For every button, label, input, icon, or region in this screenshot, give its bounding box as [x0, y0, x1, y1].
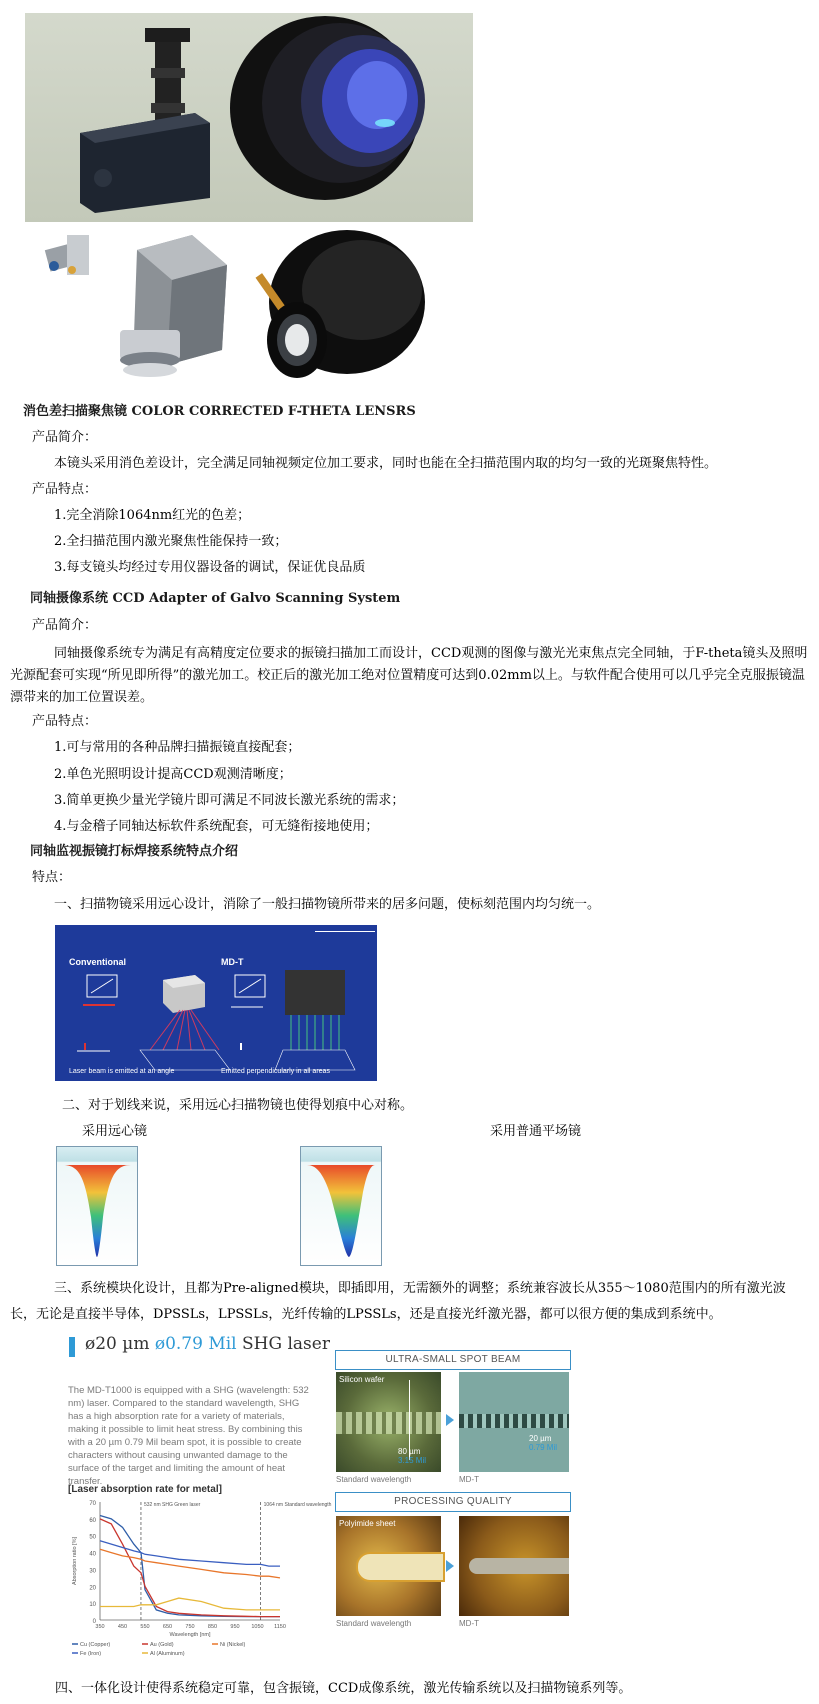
section2-intro-text: 同轴摄像系统专为满足有高精度定位要求的振镜扫描加工而设计，CCD观测的图像与激光光束焦点完全同轴，于F-theta镜头及照明光源配套可实现“所见即所得”的激光加工。校正后的激光加工绝对位置精度可达到0.02mm以上。与软件配合使用可以几乎完全克服振镜温漂带来的加工位置误差。 [10, 646, 808, 705]
section2-feature-1: 1.可与常用的各种品牌扫描振镜直接配套； [54, 740, 301, 755]
x-tick-label: 950 [230, 1624, 240, 1630]
mdt-scribe-line [459, 1414, 569, 1428]
legend-label: Au (Gold) [150, 1642, 174, 1648]
compare-arrow-1 [446, 1414, 454, 1426]
section3-features-label: 特点： [32, 870, 72, 885]
y-tick-label: 70 [89, 1501, 96, 1507]
wavelength-annotation: 532 nm SHG Green laser [143, 1502, 201, 1508]
std-burn-mark [356, 1552, 445, 1582]
legend-label: Fe (Iron) [80, 1651, 102, 1657]
section2-feature-4: 4.与金稽子同轴达标软件系统配套，可无缝衔接地使用； [54, 819, 379, 834]
diagram-conventional-label: Conventional [69, 957, 127, 967]
legend-label: Cu (Copper) [80, 1642, 111, 1648]
polyimide-std-micrograph [336, 1516, 441, 1616]
section2-heading: 同轴摄像系统 CCD Adapter of Galvo Scanning System [30, 591, 401, 606]
series-line [100, 1598, 280, 1610]
section3-point-1: 一、扫描物镜采用远心设计，消除了一般扫描物镜所带来的居多问题，使标刻范围内均匀统一。 [54, 897, 601, 912]
shg-title [85, 1334, 330, 1354]
y-tick-label: 40 [89, 1551, 96, 1558]
section3-point-4: 四、一体化设计使得系统稳定可靠，包含振镜，CCD成像系统，激光传输系统以及扫描物镜系列等。 [55, 1681, 632, 1696]
x-tick-label: 1150 [274, 1624, 286, 1630]
diagram-drawing [55, 925, 377, 1081]
mdt-clean-mark [469, 1558, 569, 1574]
shg-laser-panel [55, 1326, 595, 1662]
silicon-label: Silicon wafer [339, 1375, 385, 1384]
x-tick-label: 650 [162, 1624, 173, 1630]
std-scribe-line [336, 1412, 441, 1434]
x-tick-label: 450 [117, 1624, 128, 1630]
scan-head-illustration [42, 230, 462, 395]
section3-heading: 同轴监视振镜打标焊接系统特点介绍 [30, 844, 239, 859]
lens-camera-photo [25, 13, 473, 222]
scan-head-photo [42, 230, 462, 395]
std-spot-um: 80 µm [398, 1447, 421, 1456]
section1-heading: 消色差扫描聚焦镜 COLOR CORRECTED F-THETA LENSRS [23, 404, 416, 419]
silicon-std-micrograph [336, 1372, 441, 1472]
mdt-caption: MD-T [459, 1475, 479, 1484]
processing-quality-title: PROCESSING QUALITY [335, 1492, 571, 1512]
x-tick-label: 350 [95, 1624, 105, 1630]
legend-label: Al (Aluminum) [150, 1651, 185, 1657]
shg-title-laser: SHG laser [236, 1334, 330, 1354]
polyimide-mdt-micrograph [459, 1516, 569, 1616]
section2-feature-2: 2.单色光照明设计提高CCD观测清晰度； [54, 767, 292, 782]
x-tick-label: 850 [207, 1624, 218, 1630]
lens-camera-illustration [25, 13, 473, 222]
diagram-mdt-label: MD-T [221, 957, 244, 967]
section3-point-3: 三、系统模块化设计，且都为Pre-aligned模块，即插即用，无需额外的调整；系统兼容波长从355～1080范围内的所有激光波长，无论是直接半导体，DPSSLs，LPSSLs，光纤传输的LPSSLs，还是直接光纤激光器，都可以很方便的集成到系统中。 [10, 1281, 786, 1322]
diagram-right-caption: Emitted perpendicularly in all areas [221, 1068, 330, 1075]
section2-intro-label: 产品简介： [32, 618, 98, 633]
section2-feature-3: 3.简单更换少量光学镜片即可满足不同波长激光系统的需求； [54, 793, 405, 808]
shg-title-size: ø20 µm [85, 1334, 155, 1354]
wavelength-annotation: 1064 nm Standard wavelength [263, 1502, 332, 1508]
section1-feature-2: 2.全扫描范围内激光聚焦性能保持一致； [54, 534, 288, 549]
y-tick-label: 10 [89, 1602, 96, 1609]
section3-point-2: 二、对于划线来说，采用远心扫描物镜也使得划痕中心对称。 [62, 1098, 414, 1113]
mdt-spot-mil: 0.79 Mil [529, 1443, 558, 1452]
y-tick-label: 20 [89, 1585, 96, 1592]
y-tick-label: 30 [89, 1568, 96, 1575]
section1-feature-3: 3.每支镜头均经过专用仪器设备的调试，保证优良品质 [54, 560, 366, 575]
section1-feature-1: 1.完全消除1064nm红光的色差； [54, 508, 251, 523]
chart-title: [Laser absorption rate for metal] [68, 1484, 222, 1495]
telecentric-groove-graphic [57, 1147, 137, 1265]
flat-field-label: 采用普通平场镜 [490, 1124, 582, 1139]
series-line [100, 1516, 280, 1617]
legend-label: Ni (Nickel) [220, 1642, 246, 1648]
x-tick-label: 550 [140, 1624, 150, 1630]
section2-features-label: 产品特点： [32, 714, 98, 729]
x-tick-label: 1050 [251, 1624, 264, 1630]
y-tick-label: 0 [92, 1619, 96, 1625]
polyimide-label: Polyimide sheet [339, 1519, 396, 1528]
shg-description: The MD-T1000 is equipped with a SHG (wavelength: 532 nm) laser. Compared to the standard wavelength, SHG has a high absorption rate for a variety of materials, making it possible to limit heat stress. By combining this with a 20 µm 0.79 Mil beam spot, it is possible to create characters without causing unwanted damage to the surface of the target and limiting the amount of heat transfer. [68, 1385, 309, 1487]
telecentric-label: 采用远心镜 [82, 1124, 148, 1139]
section1-intro-label: 产品简介： [32, 430, 98, 445]
y-axis-label: Absorption ratio [%] [72, 1537, 78, 1585]
std-wavelength-caption-2: Standard wavelength [336, 1619, 412, 1628]
absorption-chart [68, 1494, 332, 1664]
flat-field-groove-graphic [301, 1147, 381, 1265]
compare-arrow-2 [446, 1560, 454, 1572]
mdt-spot-um: 20 µm [529, 1434, 552, 1443]
y-tick-label: 50 [89, 1534, 96, 1541]
title-accent-bar [69, 1337, 75, 1357]
ultra-small-spot-title: ULTRA-SMALL SPOT BEAM [335, 1350, 571, 1370]
x-axis-label: Wavelength [nm] [169, 1632, 211, 1638]
std-wavelength-caption: Standard wavelength [336, 1475, 412, 1484]
shg-title-mil: ø0.79 Mil [154, 1334, 237, 1354]
section1-intro-text: 本镜头采用消色差设计，完全满足同轴视频定位加工要求，同时也能在全扫描范围内取的均匀一致的光斑聚焦特性。 [54, 456, 718, 471]
diagram-left-caption: Laser beam is emitted at an angle [69, 1068, 175, 1075]
flat-field-groove-profile [300, 1146, 382, 1266]
x-tick-label: 750 [185, 1624, 195, 1630]
silicon-mdt-micrograph [459, 1372, 569, 1472]
section1-features-label: 产品特点： [32, 482, 98, 497]
std-spot-mil: 3.15 Mil [398, 1456, 427, 1465]
mdt-caption-2: MD-T [459, 1619, 479, 1628]
telecentric-diagram [55, 925, 377, 1081]
y-tick-label: 60 [89, 1517, 96, 1524]
telecentric-groove-profile [56, 1146, 138, 1266]
